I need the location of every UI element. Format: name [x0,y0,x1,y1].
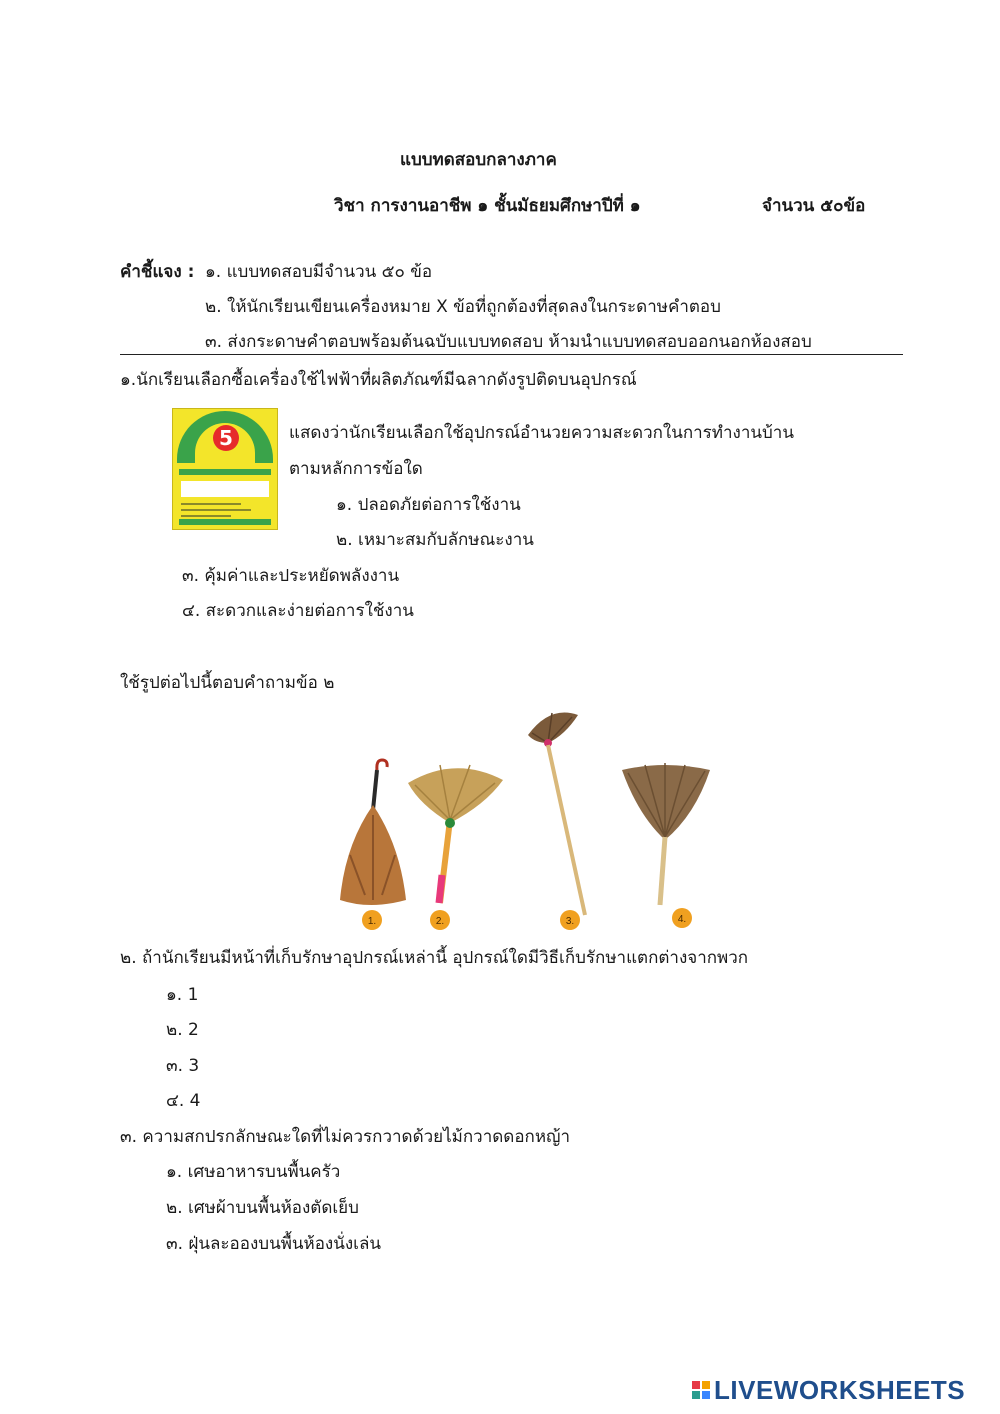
grass-broom-icon [408,765,503,903]
coconut-broom-icon [622,763,710,905]
q3-option-1[interactable]: ๑. เศษอาหารบนพื้นครัว [166,1162,341,1182]
q1-stem-continued: แสดงว่านักเรียนเลือกใช้อุปกรณ์อำนวยความสะดวกในการทำงานบ้าน [289,423,794,443]
instruction-item: ๑. แบบทดสอบมีจำนวน ๕๐ ข้อ [205,262,433,282]
subject-line: วิชา การงานอาชีพ ๑ ชั้นมัธยมศึกษาปีที่ ๑ [334,196,641,216]
q1-option-4[interactable]: ๔. สะดวกและง่ายต่อการใช้งาน [182,601,414,621]
feather-duster-icon [340,760,406,905]
brooms-image [320,705,740,940]
broom-tag-4: 4. [677,914,687,925]
instruction-item: ๓. ส่งกระดาษคำตอบพร้อมต้นฉบับแบบทดสอบ ห้ามนำแบบทดสอบออกนอกห้องสอบ [205,332,812,352]
divider-line [120,354,903,355]
question-count: จำนวน ๕๐ข้อ [762,196,866,216]
logo-text: LIVEWORKSHEETS [714,1374,966,1405]
q3-option-3[interactable]: ๓. ฝุ่นละอองบนพื้นห้องนั่งเล่น [166,1234,382,1254]
instructions-label: คำชี้แจง : [120,262,195,282]
q2-option-4[interactable]: ๔. 4 [166,1091,201,1111]
broom-tags [362,908,692,930]
q2-option-1[interactable]: ๑. 1 [166,985,199,1005]
instruction-item: ๒. ให้นักเรียนเขียนเครื่องหมาย X ข้อที่ถูกต้องที่สุดลงในกระดาษคำตอบ [205,297,721,317]
q2-option-3[interactable]: ๓. 3 [166,1056,200,1076]
q2-option-2[interactable]: ๒. 2 [166,1020,199,1040]
broom-tag-3: 3. [565,916,575,927]
long-broom-icon [528,713,585,916]
exam-title: แบบทดสอบกลางภาค [400,150,557,170]
q2-stem: ๒. ถ้านักเรียนมีหน้าที่เก็บรักษาอุปกรณ์เหล่านี้ อุปกรณ์ใดมีวิธีเก็บรักษาแตกต่างจากพวก [120,948,749,968]
q3-option-2[interactable]: ๒. เศษผ้าบนพื้นห้องตัดเย็บ [166,1198,359,1218]
image-intro: ใช้รูปต่อไปนี้ตอบคำถามข้อ ๒ [120,673,335,693]
q1-option-3[interactable]: ๓. คุ้มค่าและประหยัดพลังงาน [182,566,400,586]
liveworksheets-logo [692,1376,965,1404]
energy-label-number: 5 [213,425,239,451]
q3-stem: ๓. ความสกปรกลักษณะใดที่ไม่ควรกวาดด้วยไม้กวาดดอกหญ้า [120,1127,571,1147]
energy-label-image [172,408,278,530]
broom-tag-2: 2. [435,916,445,927]
broom-tag-1: 1. [367,916,377,927]
q1-option-2[interactable]: ๒. เหมาะสมกับลักษณะงาน [336,530,534,550]
logo-grid-icon [692,1381,710,1399]
q1-stem: ๑.นักเรียนเลือกซื้อเครื่องใช้ไฟฟ้าที่ผลิตภัณฑ์มีฉลากดังรูปติดบนอุปกรณ์ [120,370,637,390]
q1-option-1[interactable]: ๑. ปลอดภัยต่อการใช้งาน [336,495,521,515]
q1-stem-continued: ตามหลักการข้อใด [289,459,423,479]
